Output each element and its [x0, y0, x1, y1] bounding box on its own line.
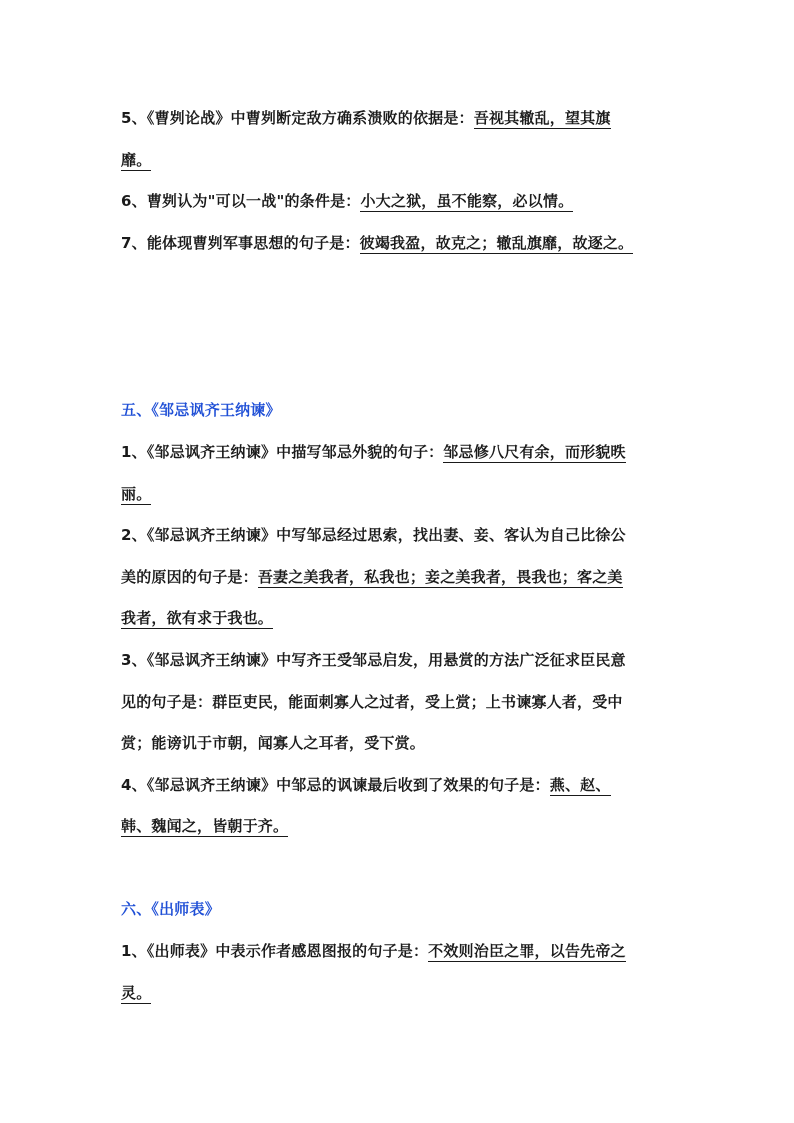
- item-5-answer: 吾视其辙乱，望其旗: [473, 109, 611, 127]
- item-5-line-2: [121, 150, 681, 170]
- item-6-answer: 小大之狱，虽不能察，必以情。: [360, 192, 574, 210]
- zj-item-1-line-2: [121, 484, 681, 504]
- zj-item-1-line-1: [121, 442, 681, 462]
- csb-item-1-line-1: [121, 941, 681, 961]
- zj-item-2-line-3: [121, 608, 681, 628]
- section-heading-chu-shi-biao: 六、《出师表》: [121, 900, 220, 918]
- item-7-line: [121, 233, 681, 253]
- csb-item-1-answer-cont: 灵。: [121, 984, 152, 1002]
- zj-item-2-question: 美的原因的句子是：: [121, 568, 258, 586]
- zj-item-2-answer: 吾妻之美我者，私我也；妾之美我者，畏我也；客之美: [257, 568, 623, 586]
- item-5-answer-cont: 靡。: [121, 151, 152, 169]
- zj-item-2-line-1: 2、《邹忌讽齐王纳谏》中写邹忌经过思索，找出妻、妾、客认为自己比徐公: [121, 526, 626, 544]
- zj-item-2-line-2: [121, 567, 681, 587]
- zj-item-3-line-3: 赏；能谤讥于市朝，闻寡人之耳者，受下赏。: [121, 734, 426, 752]
- csb-item-1-answer: 不效则治臣之罪，以告先帝之: [428, 942, 626, 960]
- zj-item-4-line-2: [121, 816, 681, 836]
- zj-item-3-line-1: 3、《邹忌讽齐王纳谏》中写齐王受邹忌启发，用悬赏的方法广泛征求臣民意: [121, 651, 626, 669]
- item-5-question: 5、《曹刿论战》中曹刿断定敌方确系溃败的依据是：: [121, 109, 474, 127]
- item-6-line: [121, 191, 681, 211]
- csb-item-1-line-2: [121, 983, 681, 1003]
- zj-item-4-answer: 燕、赵、: [549, 776, 611, 794]
- zj-item-4-answer-cont: 韩、魏闻之，皆朝于齐。: [121, 817, 289, 835]
- item-7-answer: 彼竭我盈，故克之；辙乱旗靡，故逐之。: [359, 234, 634, 252]
- zj-item-1-answer-cont: 丽。: [121, 485, 152, 503]
- section-heading-zou-ji: 五、《邹忌讽齐王纳谏》: [121, 401, 281, 419]
- item-7-question: 7、能体现曹刿军事思想的句子是：: [121, 234, 360, 252]
- csb-item-1-question: 1、《出师表》中表示作者感恩图报的句子是：: [121, 942, 429, 960]
- zj-item-1-question: 1、《邹忌讽齐王纳谏》中描写邹忌外貌的句子：: [121, 443, 444, 461]
- zj-item-2-answer-cont: 我者，欲有求于我也。: [121, 609, 274, 627]
- zj-item-4-question: 4、《邹忌讽齐王纳谏》中邹忌的讽谏最后收到了效果的句子是：: [121, 776, 550, 794]
- zj-item-1-answer: 邹忌修八尺有余，而形貌昳: [443, 443, 626, 461]
- zj-item-4-line-1: [121, 775, 681, 795]
- item-5-line-1: [121, 108, 681, 128]
- item-6-question: 6、曹刿认为"可以一战"的条件是：: [121, 192, 361, 210]
- zj-item-3-line-2: 见的句子是：群臣吏民，能面刺寡人之过者，受上赏；上书谏寡人者，受中: [121, 693, 623, 711]
